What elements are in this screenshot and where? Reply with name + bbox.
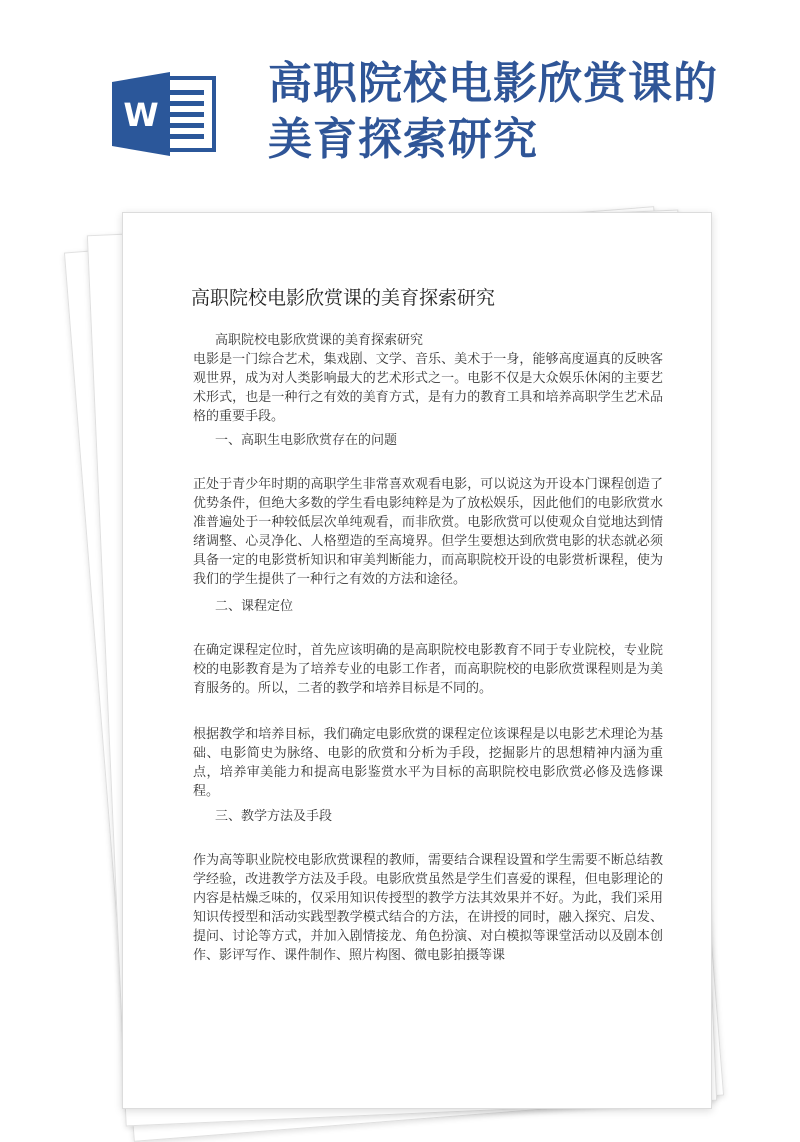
banner-title-line2: 美育探索研究 bbox=[268, 114, 538, 165]
section2-heading: 二、课程定位 bbox=[215, 599, 294, 614]
document-page bbox=[122, 212, 712, 1109]
document-title: 高职院校电影欣赏课的美育探索研究 bbox=[191, 287, 496, 309]
section1-heading: 一、高职生电影欣赏存在的问题 bbox=[215, 433, 398, 448]
banner-title bbox=[268, 56, 788, 168]
document-subtitle: 高职院校电影欣赏课的美育探索研究 bbox=[215, 333, 424, 348]
section2-paragraph2: 根据教学和培养目标，我们确定电影欣赏的课程定位该课程是以电影艺术理论为基础、电影简史为脉络、电影的欣赏和分析为手段，挖掘影片的思想精神内涵为重点，培养审美能力和提高电影鉴赏水平为目标的高职院校电影欣赏必修及选修课程。 bbox=[193, 727, 663, 799]
section1-paragraph: 正处于青少年时期的高职学生非常喜欢观看电影，可以说这为开设本门课程创造了优势条件，但绝大多数的学生看电影纯粹是为了放松娱乐，因此他们的电影欣赏水准普遍处于一种较低层次单纯观看，而非欣赏。电影欣赏可以使观众自觉地达到情绪调整、心灵净化、人格塑造的至高境界。但学生要想达到欣赏电影的状态就必须具备一定的电影赏析知识和审美判断能力，而高职院校开设的电影赏析课程，使为我们的学生提供了一种行之有效的方法和途径。 bbox=[193, 477, 663, 587]
banner-title-line1: 高职院校电影欣赏课的 bbox=[268, 58, 718, 109]
word-document-icon bbox=[112, 72, 216, 156]
section2-paragraph1: 在确定课程定位时，首先应该明确的是高职院校电影教育不同于专业院校，专业院校的电影教育是为了培养专业的电影工作者，而高职院校的电影欣赏课程则是为美育服务的。所以，二者的教学和培养目标是不同的。 bbox=[193, 643, 663, 696]
intro-paragraph: 电影是一门综合艺术，集戏剧、文学、音乐、美术于一身，能够高度逼真的反映客观世界，成为对人类影响最大的艺术形式之一。电影不仅是大众娱乐休闲的主要艺术形式，也是一种行之有效的美育方式，是有力的教育工具和培养高职学生艺术品格的重要手段。 bbox=[193, 352, 663, 424]
section3-heading: 三、教学方法及手段 bbox=[215, 809, 333, 824]
section3-paragraph: 作为高等职业院校电影欣赏课程的教师，需要结合课程设置和学生需要不断总结教学经验，改进教学方法及手段。电影欣赏虽然是学生们喜爱的课程，但电影理论的内容是枯燥乏味的，仅采用知识传授型的教学方法其效果并不好。为此，我们采用知识传授型和活动实践型教学模式结合的方法，在讲授的同时，融入探究、启发、提问、讨论等方式，并加入剧情接龙、角色扮演、对白模拟等课堂活动以及剧本创作、影评写作、课件制作、照片构图、微电影拍摄等课 bbox=[193, 853, 663, 963]
word-icon-letter: W bbox=[123, 96, 159, 134]
